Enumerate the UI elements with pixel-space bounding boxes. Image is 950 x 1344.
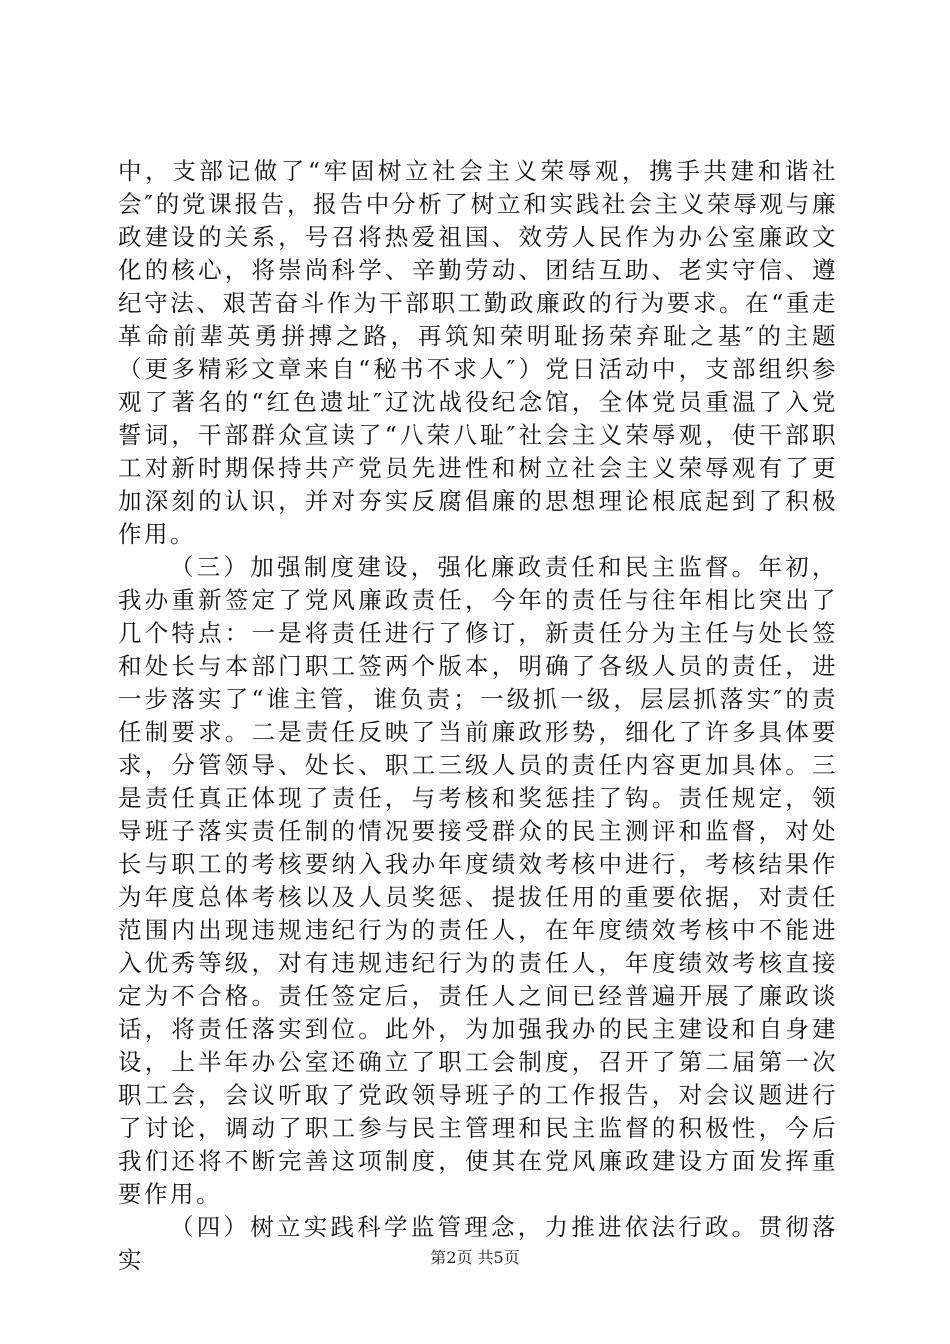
page-footer: 第2页 共5页 <box>430 1248 520 1267</box>
paragraph-3: （四）树立实践科学监管理念，力推进依法行政。贯彻落实 <box>118 1213 838 1274</box>
paragraph-1: 中，支部记做了“牢固树立社会主义荣辱观，携手共建和谐社会″的党课报告，报告中分析了树立和实践社会主义荣辱观与廉政建设的关系，号召将热爱祖国、效劳人民作为办公室廉政文化的核心，将崇尚科学、辛勤劳动、团结互助、老实守信、遵纪守法、艰苦奋斗作为干部职工勤政廉政的行为要求。在“重走革命前辈英勇拼搏之路，再筑知荣明耻扬荣弃耻之基″的主题（更多精彩文章来自“秘书不求人″）党日活动中，支部组织参观了著名的“红色遗址″辽沈战役纪念馆，全体党员重温了入党誓词，干部群众宣读了“八荣八耻″社会主义荣辱观，使干部职工对新时期保持共产党员先进性和树立社会主义荣辱观有了更加深刻的认识，并对夯实反腐倡廉的思想理论根底起到了积极作用。 <box>118 157 838 548</box>
document-body <box>118 155 838 1277</box>
paragraph-2: （三）加强制度建设，强化廉政责任和民主监督。年初，我办重新签定了党风廉政责任，今年的责任与往年相比突出了几个特点：一是将责任进行了修订，新责任分为主任与处长签和处长与本部门职工签两个版本，明确了各级人员的责任，进一步落实了“谁主管，谁负责；一级抓一级，层层抓落实″的责任制要求。二是责任反映了当前廉政形势，细化了许多具体要求，分管领导、处长、职工三级人员的责任内容更加具体。三是责任真正体现了责任，与考核和奖惩挂了钩。责任规定，领导班子落实责任制的情况要接受群众的民主测评和监督，对处长与职工的考核要纳入我办年度绩效考核中进行，考核结果作为年度总体考核以及人员奖惩、提拔任用的重要依据，对责任范围内出现违规违纪行为的责任人，在年度绩效考核中不能进入优秀等级，对有违规违纪行为的责任人，年度绩效考核直接定为不合格。责任签定后，责任人之间已经普遍开展了廉政谈话，将责任落实到位。此外，为加强我办的民主建设和自身建设，上半年办公室还确立了职工会制度，召开了第二届第一次职工会，会议听取了党政领导班子的工作报告，对会议题进行了讨论，调动了职工参与民主管理和民主监督的积极性，今后我们还将不断完善这项制度，使其在党风廉政建设方面发挥重要作用。 <box>118 553 838 1208</box>
